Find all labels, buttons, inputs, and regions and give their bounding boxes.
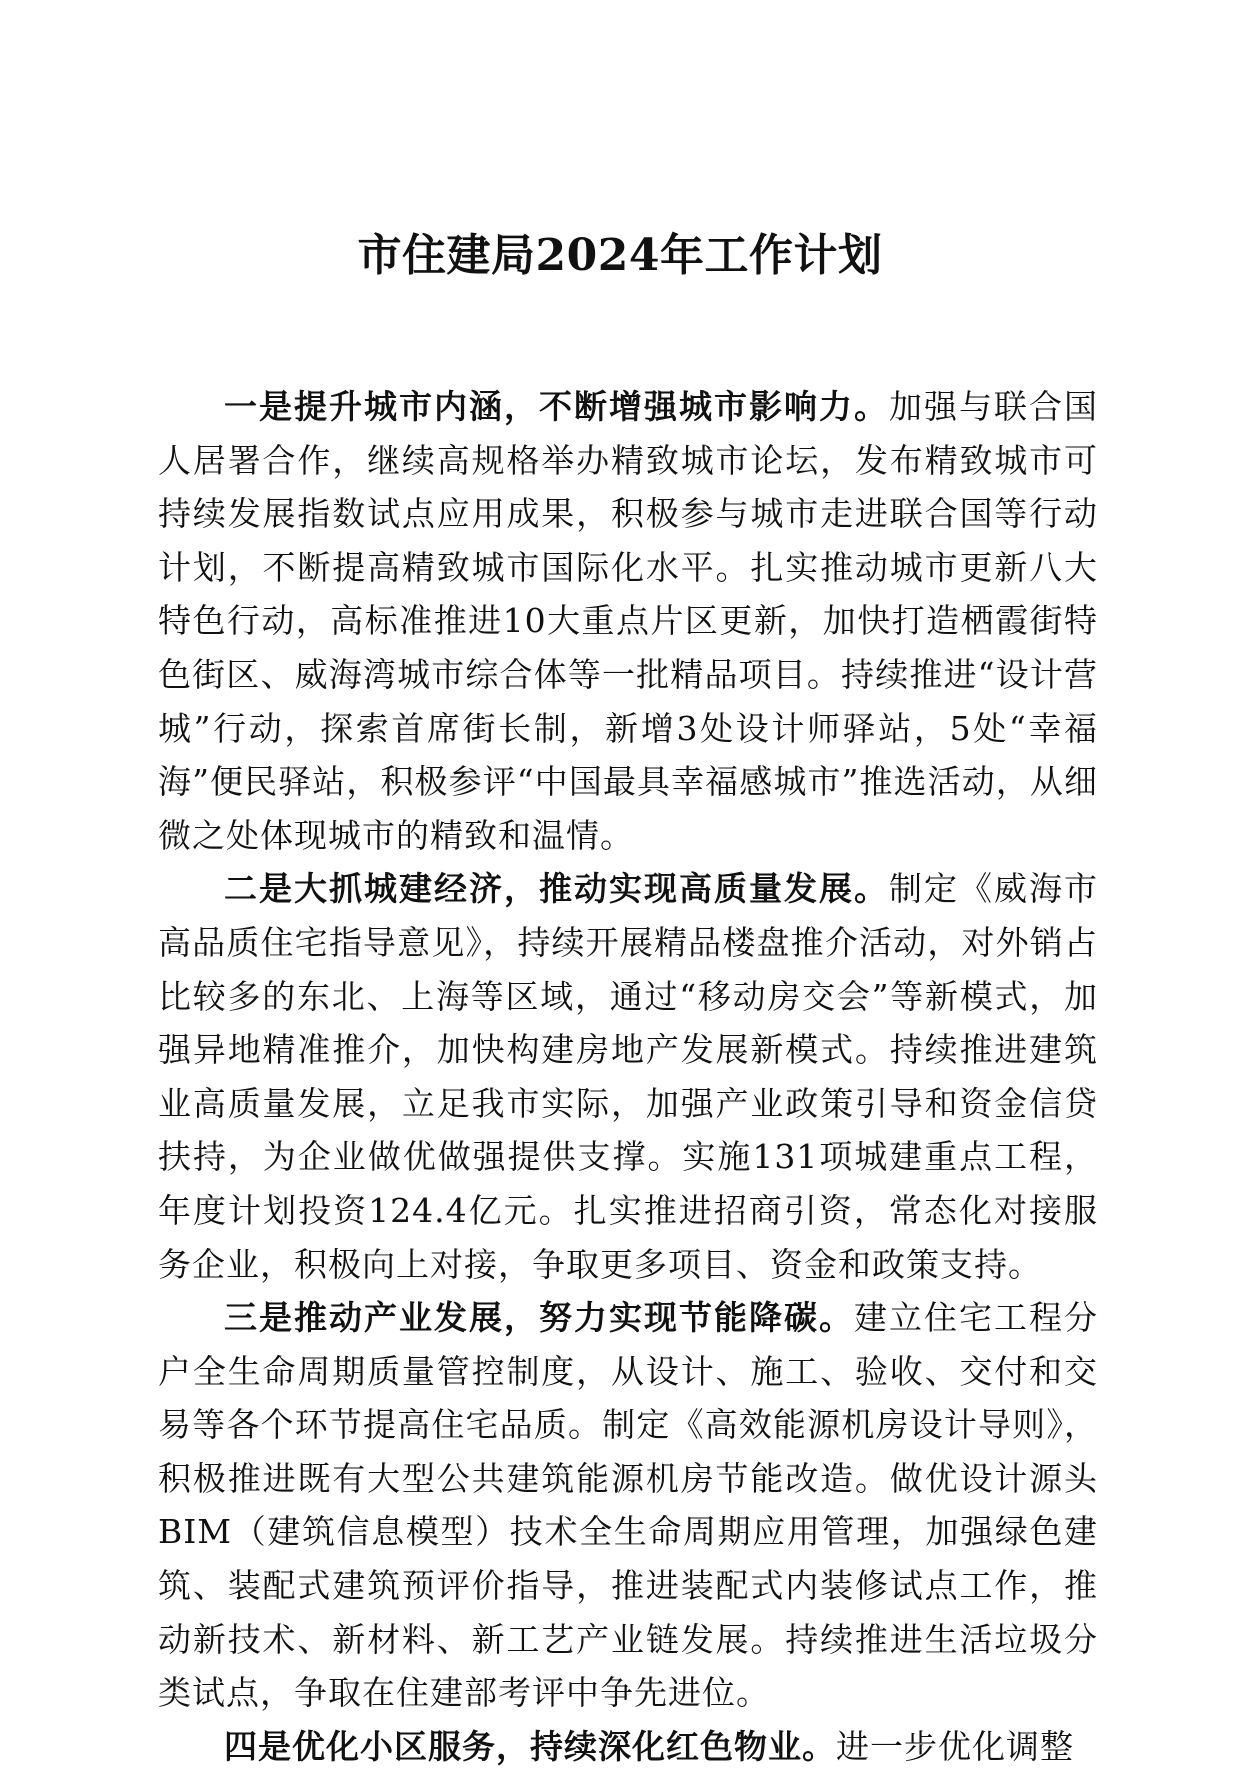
paragraph-2-text: 制定《威海市高品质住宅指导意见》，持续开展精品楼盘推介活动，对外销占比较多的东北、上海等区域，通过“移动房交会”等新模式，加强异地精准推介，加快构建房地产发展新模式。持续推进建筑业高质量发展，立足我市实际，加强产业政策引导和资金信贷扶持，为企业做优做强提供支撑。实施131项城建重点工程，年度计划投资124.4亿元。扎实推进招商引资，常态化对接服务企业，积极向上对接，争取更多项目、资金和政策支持。 xyxy=(158,869,1098,1284)
paragraph-2 xyxy=(158,862,1098,1291)
paragraph-1 xyxy=(158,380,1098,862)
document-body xyxy=(158,380,1098,1773)
paragraph-3-lead: 三是推动产业发展，努力实现节能降碳。 xyxy=(224,1298,854,1338)
paragraph-4-lead: 四是优化小区服务，持续深化红色物业。 xyxy=(224,1726,836,1766)
paragraph-1-lead: 一是提升城市内涵，不断增强城市影响力。 xyxy=(224,387,889,426)
paragraph-4-text: 进一步优化调整 xyxy=(836,1726,1074,1766)
paragraph-1-text: 加强与联合国人居署合作，继续高规格举办精致城市论坛，发布精致城市可持续发展指数试点应用成果，积极参与城市走进联合国等行动计划，不断提高精致城市国际化水平。扎实推动城市更新八大特色行动，高标准推进10大重点片区更新，加快打造栖霞街特色街区、威海湾城市综合体等一批精品项目。持续推进“设计营城”行动，探索首席街长制，新增3处设计师驿站，5处“幸福海”便民驿站，积极参评“中国最具幸福感城市”推选活动，从细微之处体现城市的精致和温情。 xyxy=(158,387,1098,855)
paragraph-2-lead: 二是大抓城建经济，推动实现高质量发展。 xyxy=(224,869,889,909)
paragraph-4 xyxy=(158,1720,1098,1773)
document-title: 市住建局2024年工作计划 xyxy=(357,230,883,281)
paragraph-3-text: 建立住宅工程分户全生命周期质量管控制度，从设计、施工、验收、交付和交易等各个环节提高住宅品质。制定《高效能源机房设计导则》，积极推进既有大型公共建筑能源机房节能改造。做优设计源头BIM（建筑信息模型）技术全生命周期应用管理，加强绿色建筑、装配式建筑预评价指导，推进装配式内装修试点工作，推动新技术、新材料、新工艺产业链发展。持续推进生活垃圾分类试点，争取在住建部考评中争先进位。 xyxy=(158,1298,1098,1713)
paragraph-3 xyxy=(158,1291,1098,1720)
